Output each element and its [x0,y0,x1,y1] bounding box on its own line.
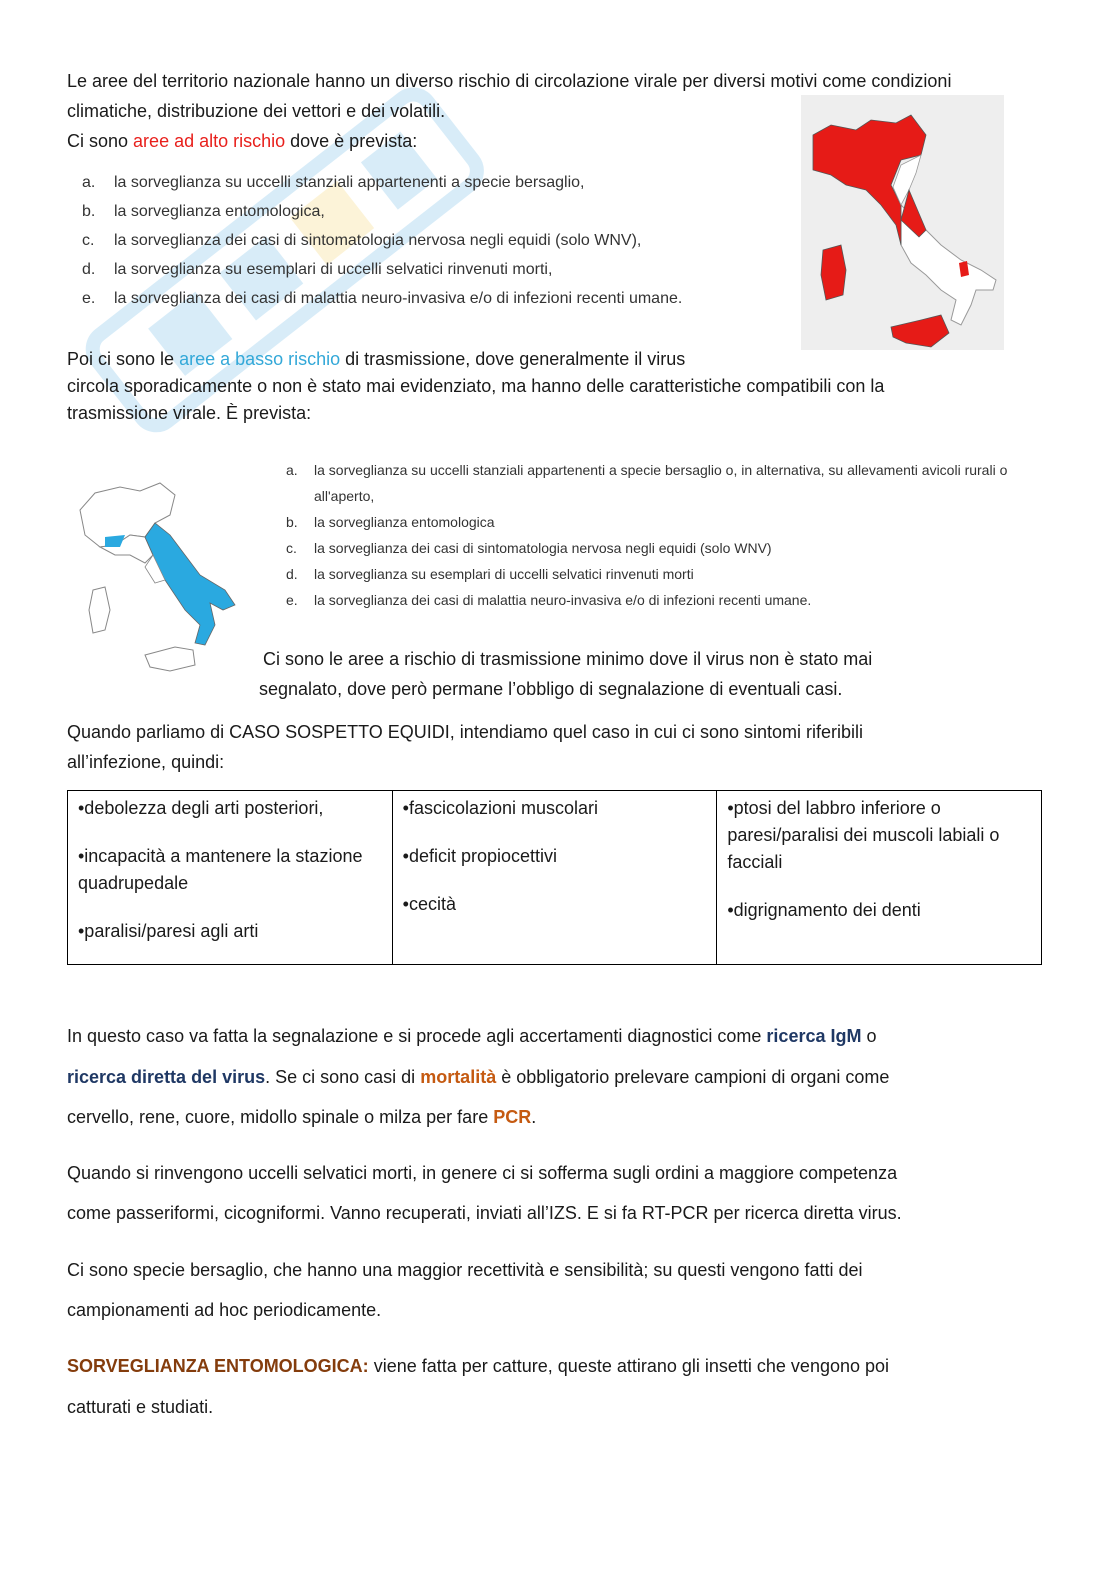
diagnosis-line-1: In questo caso va fatta la segnalazione e si procede agli accertamenti diagnostici come ricerca IgM o [67,1026,877,1046]
symptom: •fascicolazioni muscolari [402,798,599,818]
symptom: •digrignamento dei denti [727,900,921,920]
table-row [68,791,1042,965]
table-cell [68,791,393,965]
diagnosis-line-2: ricerca diretta del virus. Se ci sono casi di mortalità è obbligatorio prelevare campioni di organi come [67,1067,890,1087]
entomo-line-1: SORVEGLIANZA ENTOMOLOGICA: viene fatta per catture, queste attirano gli insetti che vengono poi [67,1356,890,1376]
suspect-case-line-2: all’infezione, quindi: [67,752,225,772]
italy-map-low-risk [75,475,245,675]
list-item: d. la sorveglianza su esemplari di uccelli selvatici rinvenuti morti [286,566,694,582]
entomo-line-2: catturati e studiati. [67,1397,214,1417]
symptom: •debolezza degli arti posteriori, [78,798,324,818]
high-risk-highlight: aree ad alto rischio [133,131,286,151]
mortality-highlight: mortalità [420,1067,497,1087]
igm-highlight: ricerca IgM [766,1026,862,1046]
high-risk-list [82,168,682,313]
diagnosis-line-3: cervello, rene, cuore, midollo spinale o milza per fare PCR. [67,1107,537,1127]
low-risk-line-1: Poi ci sono le aree a basso rischio di trasmissione, dove generalmente il virus [67,349,686,369]
symptom: •ptosi del labbro inferiore o paresi/paralisi dei muscoli labiali o facciali [727,798,1000,872]
list-item: e. la sorveglianza dei casi di malattia neuro-invasiva e/o di infezioni recenti umane. [286,592,812,608]
table-cell [717,791,1042,965]
list-item: a. la sorveglianza su uccelli stanziali appartenenti a specie bersaglio o, in alternativa, su allevamenti avicoli rurali o all'aperto, [286,462,1008,504]
pcr-highlight: PCR [493,1107,532,1127]
intro-line-3: Ci sono aree ad alto rischio dove è prevista: [67,131,418,151]
minimal-risk-line-1: Ci sono le aree a rischio di trasmissione minimo dove il virus non è stato mai [263,649,873,669]
entomo-label: SORVEGLIANZA ENTOMOLOGICA: [67,1356,369,1376]
suspect-case-line-1: Quando parliamo di CASO SOSPETTO EQUIDI, intendiamo quel caso in cui ci sono sintomi riferibili [67,722,863,742]
symptom: •cecità [402,894,456,914]
dead-birds-line-2: come passeriformi, cicogniformi. Vanno recuperati, inviati all’IZS. E si fa RT-PCR per ricerca diretta virus. [67,1203,902,1223]
list-item: b. la sorveglianza entomologica, [82,203,325,220]
list-item: b. la sorveglianza entomologica [286,514,495,530]
target-species-line-2: campionamenti ad hoc periodicamente. [67,1300,382,1320]
symptom: •paralisi/paresi agli arti [78,921,259,941]
symptom: •deficit propiocettivi [402,846,558,866]
symptoms-table [67,790,1042,965]
italy-map-high-risk [801,95,1004,350]
dead-birds-line-1: Quando si rinvengono uccelli selvatici morti, in genere ci si sofferma sugli ordini a maggiore competenza [67,1163,898,1183]
list-item: c. la sorveglianza dei casi di sintomatologia nervosa negli equidi (solo WNV), [82,232,642,249]
intro-line-1: Le aree del territorio nazionale hanno un diverso rischio di circolazione virale per diversi motivi come condizioni [67,71,952,91]
low-risk-list [286,457,1046,613]
list-item: c. la sorveglianza dei casi di sintomatologia nervosa negli equidi (solo WNV) [286,540,772,556]
list-item: e. la sorveglianza dei casi di malattia neuro-invasiva e/o di infezioni recenti umane. [82,290,683,307]
low-risk-line-2: circola sporadicamente o non è stato mai evidenziato, ma hanno delle caratteristiche compatibili con la [67,376,885,396]
target-species-line-1: Ci sono specie bersaglio, che hanno una maggior recettività e sensibilità; su questi vengono fatti dei [67,1260,863,1280]
list-item: a. la sorveglianza su uccelli stanziali appartenenti a specie bersaglio, [82,174,585,191]
intro-line-2: climatiche, distribuzione dei vettori e dei volatili. [67,101,446,121]
list-item: d. la sorveglianza su esemplari di uccelli selvatici rinvenuti morti, [82,261,553,278]
low-risk-line-3: trasmissione virale. È prevista: [67,403,312,423]
direct-virus-highlight: ricerca diretta del virus [67,1067,266,1087]
symptom: •incapacità a mantenere la stazione quadrupedale [78,846,363,893]
table-cell [392,791,717,965]
minimal-risk-line-2: segnalato, dove però permane l’obbligo di segnalazione di eventuali casi. [259,679,843,699]
low-risk-highlight: aree a basso rischio [179,349,341,369]
